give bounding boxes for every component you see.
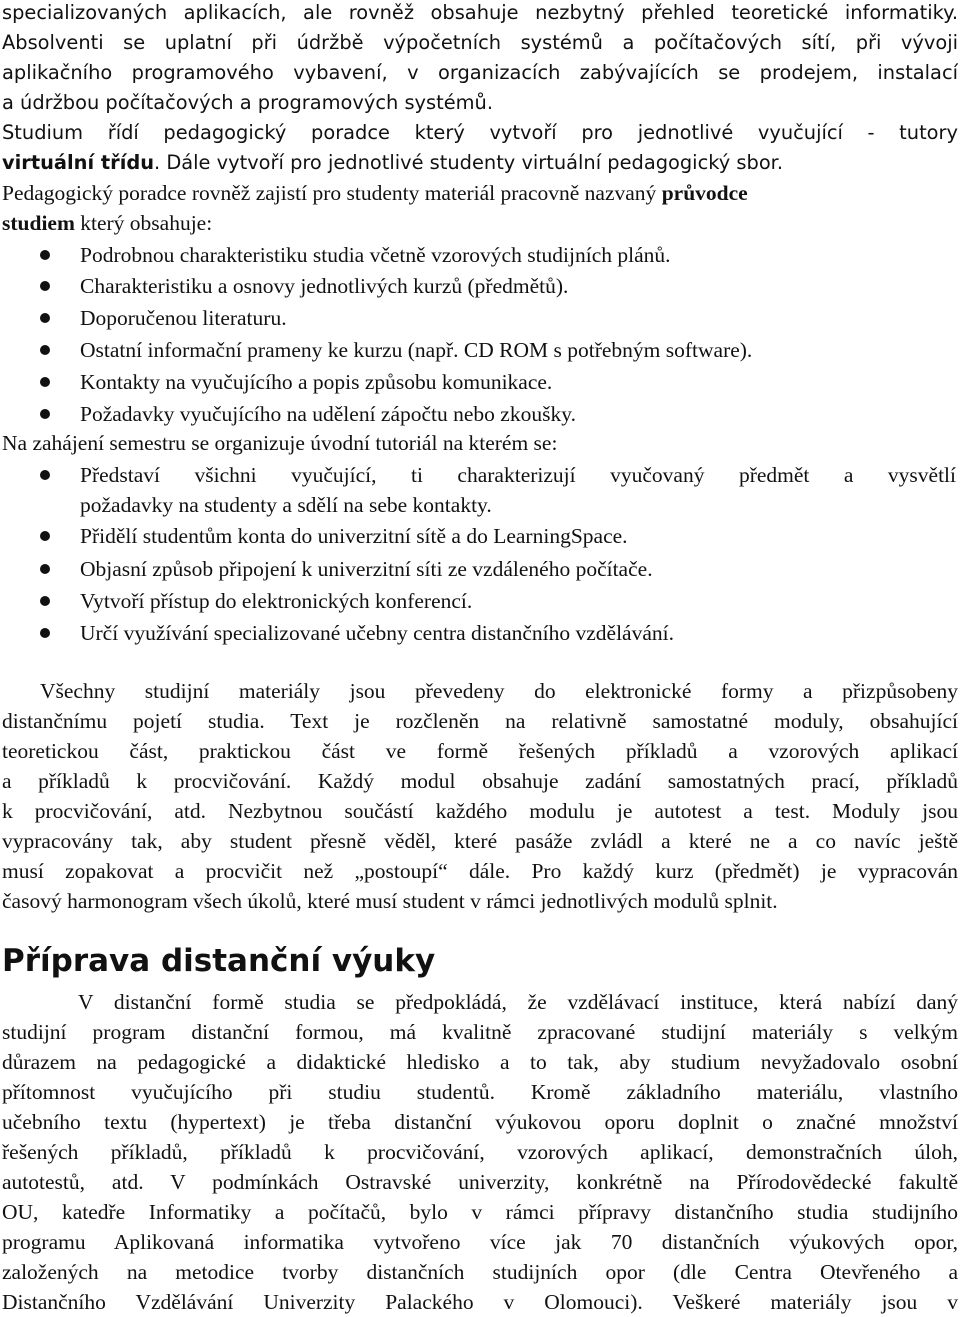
paragraph-line: specializovaných aplikacích, ale rovněž obsahuje nezbytný přehled teoretické informatiky. — [2, 1, 958, 24]
paragraph-line: přítomnost vyučujícího při studiu studentů. Kromě základního materiálu, vlastního — [2, 1080, 958, 1104]
paragraph-line — [2, 178, 958, 208]
paragraph-line: založených na metodice tvorby distančních studijních opor (dle Centra Otevřeného a — [2, 1260, 958, 1284]
bullet-icon — [40, 409, 50, 419]
paragraph-line: řešených příkladů, příkladů k procvičování, vzorových aplikací, demonstračních úloh, — [2, 1140, 958, 1164]
paragraph-line: Všechny studijní materiály jsou převedeny do elektronické formy a přizpůsobeny — [40, 679, 958, 703]
list-item: Určí využívání specializované učebny centra distančního vzdělávání. — [80, 621, 674, 645]
bullet-icon — [40, 531, 50, 541]
bullet-icon — [40, 377, 50, 387]
text-span: který obsahuje: — [74, 211, 213, 235]
bullet-icon — [40, 470, 50, 480]
paragraph-line: V distanční formě studia se předpokládá, že vzdělávací instituce, která nabízí daný — [78, 990, 958, 1014]
paragraph-line: k procvičování, atd. Nezbytnou součástí každého modulu je autotest a test. Moduly jsou — [2, 799, 958, 823]
paragraph-line: učebního textu (hypertext) je třeba distanční výukovou oporu doplnit o značné množství — [2, 1110, 958, 1134]
bullet-icon — [40, 281, 50, 291]
paragraph-line: a údržbou počítačových a programových systémů. — [2, 91, 494, 114]
bullet-icon — [40, 250, 50, 260]
bullet-icon — [40, 564, 50, 574]
bold-term: studiem — [2, 211, 75, 235]
list-item: Objasní způsob připojení k univerzitní síti ze vzdáleného počítače. — [80, 557, 653, 581]
list-item: Ostatní informační prameny ke kurzu (např. CD ROM s potřebným software). — [80, 338, 753, 362]
paragraph-line: aplikačního programového vybavení, v organizacích zabývajících se prodejem, instalací — [2, 61, 958, 84]
list-item: Podrobnou charakteristiku studia včetně vzorových studijních plánů. — [80, 243, 671, 267]
bullet-icon — [40, 596, 50, 606]
paragraph-line: časový harmonogram všech úkolů, které musí student v rámci jednotlivých modulů splnit. — [2, 889, 778, 913]
bold-term: virtuální třídu — [2, 151, 155, 174]
paragraph-line: Distančního Vzdělávání Univerzity Palackého v Olomouci). Veškeré materiály jsou v — [2, 1290, 958, 1314]
bullet-icon — [40, 345, 50, 355]
paragraph-line: důrazem na pedagogické a didaktické hledisko a to tak, aby studium nevyžadovalo osobní — [2, 1050, 958, 1074]
section-heading: Příprava distanční výuky — [2, 943, 436, 979]
list-item: Vytvoří přístup do elektronických konferencí. — [80, 589, 473, 613]
paragraph-line: programu Aplikovaná informatika vytvořeno více jak 70 distančních výukových opor, — [2, 1230, 958, 1254]
bold-term: průvodce — [661, 181, 748, 205]
paragraph-line: vypracovány tak, aby student přesně věděl, které pasáže zvládl a které ne a co navíc ještě — [2, 829, 958, 853]
paragraph-line: studijní program distanční formou, má kvalitně zpracované studijní materiály s velkým — [2, 1020, 958, 1044]
paragraph-line: teoretickou část, praktickou část ve formě řešených příkladů a vzorových aplikací — [2, 739, 958, 763]
paragraph-line: Studium řídí pedagogický poradce který vytvoří pro jednotlivé vyučující - tutory — [2, 121, 958, 144]
text-span: . Dále vytvoří pro jednotlivé studenty virtuální pedagogický sbor. — [154, 151, 784, 174]
paragraph-line: OU, katedře Informatiky a počítačů, bylo v rámci přípravy distančního studia studijního — [2, 1200, 958, 1224]
paragraph-line: musí zopakovat a procvičit než „postoupí“ dále. Pro každý kurz (předmět) je vypracován — [2, 859, 958, 883]
list-item-continuation: požadavky na studenty a sdělí na sebe kontakty. — [80, 493, 492, 517]
list-item: Doporučenou literaturu. — [80, 306, 287, 330]
list-item: Přidělí studentům konta do univerzitní sítě a do LearningSpace. — [80, 524, 628, 548]
paragraph-line: distančnímu pojetí studia. Text je rozčleněn na relativně samostatné moduly, obsahující — [2, 709, 958, 733]
paragraph-line — [2, 208, 958, 238]
paragraph-line: Na zahájení semestru se organizuje úvodní tutoriál na kterém se: — [2, 431, 558, 455]
text-span: Pedagogický poradce rovněž zajistí pro studenty materiál pracovně nazvaný — [2, 181, 662, 205]
list-item: Kontakty na vyučujícího a popis způsobu komunikace. — [80, 370, 553, 394]
bullet-icon — [40, 628, 50, 638]
paragraph-line: a příkladů k procvičování. Každý modul obsahuje zadání samostatných prací, příkladů — [2, 769, 958, 793]
list-item: Požadavky vyučujícího na udělení zápočtu nebo zkoušky. — [80, 402, 576, 426]
bullet-icon — [40, 313, 50, 323]
paragraph-line — [2, 148, 958, 178]
list-item: Charakteristiku a osnovy jednotlivých kurzů (předmětů). — [80, 274, 569, 298]
paragraph-line: autotestů, atd. V podmínkách Ostravské univerzity, konkrétně na Přírodovědecké fakultě — [2, 1170, 958, 1194]
list-item: Představí všichni vyučující, ti charakterizují vyučovaný předmět a vysvětlí — [80, 463, 956, 487]
paragraph-line: Absolventi se uplatní při údržbě výpočetních systémů a počítačových sítí, při vývoji — [2, 31, 958, 54]
